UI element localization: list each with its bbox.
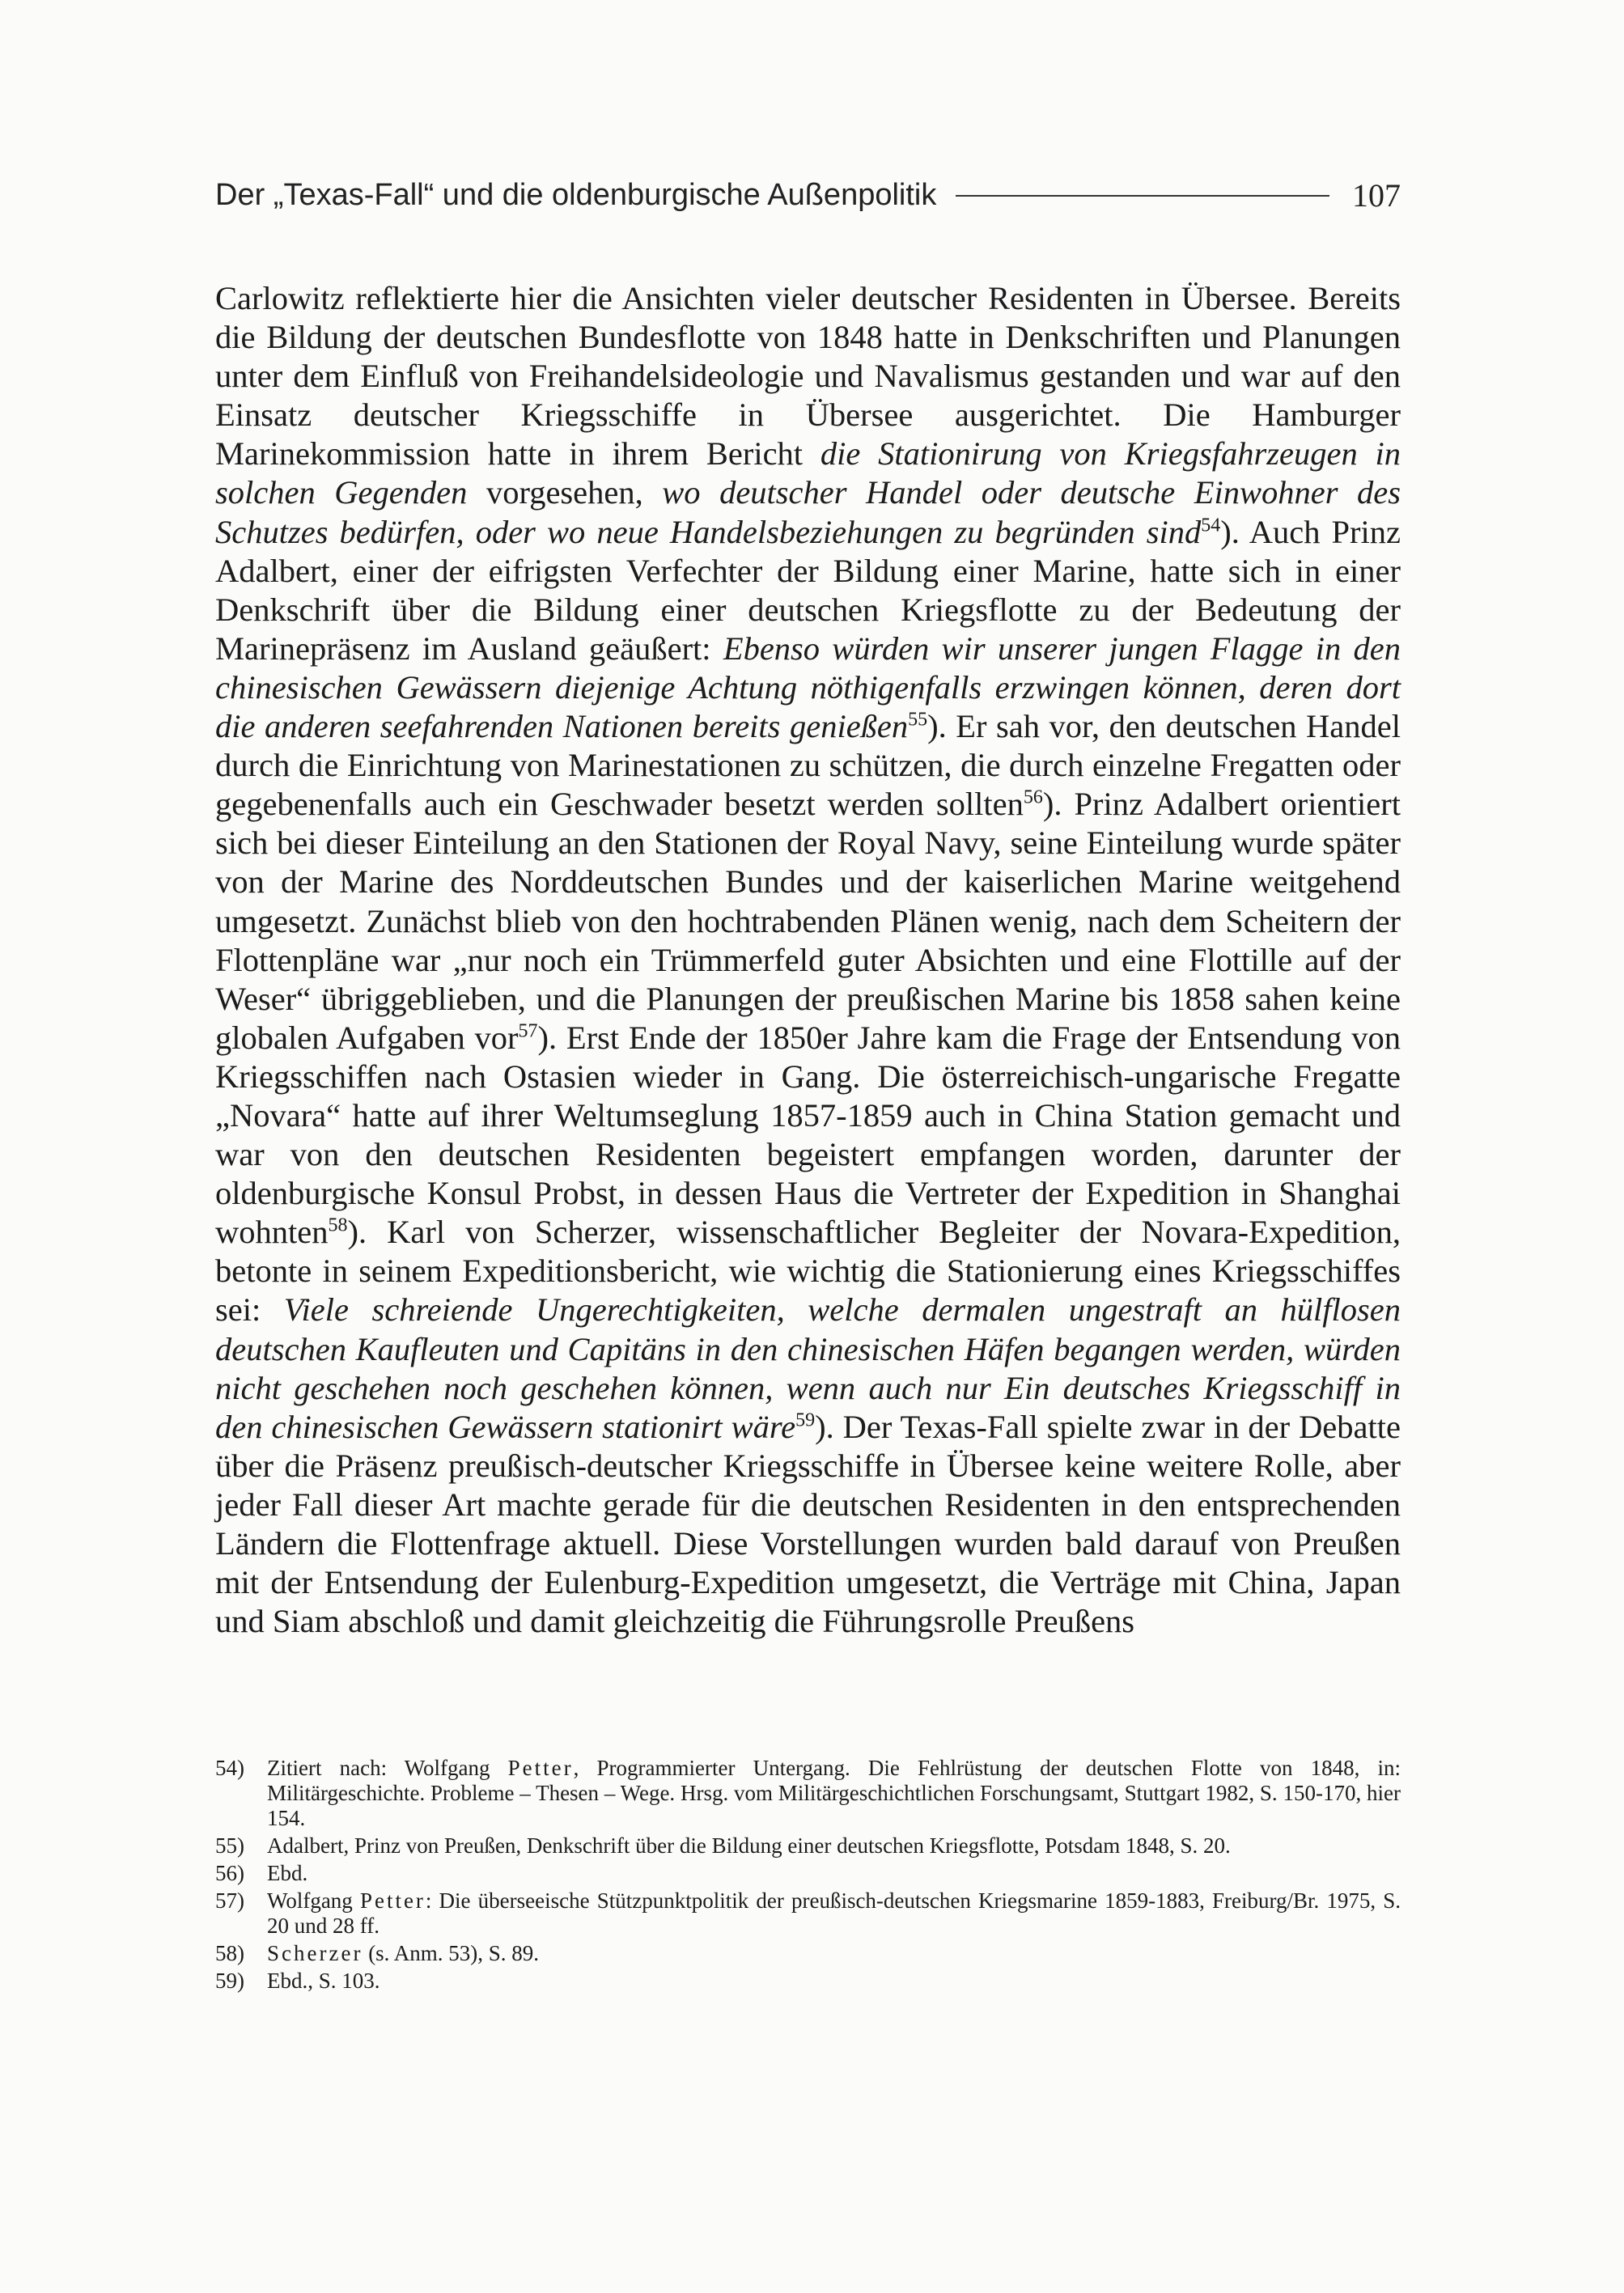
footnote xyxy=(215,1833,1401,1859)
text-run: ). Auch Prinz Adalbert, einer der eifrigsten Verfechter der Bildung einer Marine, hatte sich in einer Denkschrift über die Bildung einer deutschen Kriegsflotte zu der Bedeutung der Marinepräsenz im Ausland geäußert: xyxy=(215,513,1401,667)
footnote-number: 55) xyxy=(215,1833,244,1858)
text-run: , Programmierter Untergang. Die Fehlrüstung der deutschen Flotte von 1848, in: Militärgeschichte. Probleme – Thesen – Wege. Hrsg. vom Militärgeschichtlichen Forschungsamt, Stuttgart 1982, S. 150-170, hier 154. xyxy=(267,1756,1401,1830)
footnote-text xyxy=(267,1861,1401,1886)
footnote-ref: 57 xyxy=(518,1020,538,1042)
running-title: Der „Texas-Fall“ und die oldenburgische Außenpolitik xyxy=(215,178,937,212)
running-header xyxy=(215,176,1401,214)
author-name: Scherzer xyxy=(267,1941,363,1965)
footnote xyxy=(215,1941,1401,1966)
footnote-text xyxy=(267,1756,1401,1831)
author-name: Petter xyxy=(359,1888,426,1913)
footnote-text xyxy=(267,1833,1401,1859)
footnote-ref: 59 xyxy=(795,1409,816,1431)
footnote xyxy=(215,1861,1401,1886)
text-run: Wolfgang xyxy=(267,1888,360,1913)
text-run: ). Prinz Adalbert orientiert sich bei dieser Einteilung an den Stationen der Royal Navy, seine Einteilung wurde später von der Marine des Norddeutschen Bundes und der kaiserlichen Marine weitgehend umgesetzt. Zunächst blieb von den hochtrabenden Plänen wenig, nach dem Scheitern der Flottenpläne war „nur noch ein Trümmerfeld guter Absichten und eine Flottille auf der Weser“ übriggeblieben, und die Planungen der preußischen Marine bis 1858 sahen keine globalen Aufgaben vor xyxy=(215,786,1401,1056)
footnote-text xyxy=(267,1941,1401,1966)
page-number: 107 xyxy=(1352,177,1401,214)
footnote-number: 56) xyxy=(215,1861,244,1885)
footnote-ref: 56 xyxy=(1023,786,1043,808)
text-run: Ebd., S. 103. xyxy=(267,1969,380,1993)
italic-quote: die Stationirung von Kriegsfahrzeugen in solchen Gegenden xyxy=(215,435,1401,511)
text-run: Ebd. xyxy=(267,1861,308,1885)
text-run: Adalbert, Prinz von Preußen, Denkschrift über die Bildung einer deutschen Kriegsflotte, Potsdam 1848, S. 20. xyxy=(267,1833,1231,1858)
text-run: ). Der Texas-Fall spielte zwar in der Debatte über die Präsenz preußisch-deutscher Kriegsschiffe in Übersee keine weitere Rolle, aber jeder Fall dieser Art machte gerade für die deutschen Residenten in den entsprechenden Ländern die Flottenfrage aktuell. Diese Vorstellungen wurden bald darauf von Preußen mit der Entsendung der Eulenburg-Expedition umgesetzt, die Verträge mit China, Japan und Siam abschloß und damit gleichzeitig die Führungsrolle Preußens xyxy=(215,1408,1401,1640)
footnote-ref: 55 xyxy=(908,709,928,731)
footnote-ref: 58 xyxy=(328,1214,348,1236)
text-run: (s. Anm. 53), S. 89. xyxy=(363,1941,539,1965)
italic-quote: Viele schreiende Ungerechtigkeiten, welche dermalen ungestraft an hülflosen deutschen Kaufleuten und Capitäns in den chinesischen Häfen begangen werden, würden nicht geschehen noch geschehen können, wenn auch nur Ein deutsches Kriegsschiff in den chinesischen Gewässern stationirt wäre xyxy=(215,1291,1401,1445)
footnote xyxy=(215,1756,1401,1831)
footnote xyxy=(215,1888,1401,1939)
footnote-text xyxy=(267,1888,1401,1939)
main-text xyxy=(215,279,1401,1641)
text-run: vorgesehen, xyxy=(467,474,663,511)
footnote-ref: 54 xyxy=(1201,515,1221,536)
text-run: ). Er sah vor, den deutschen Handel durch die Einrichtung von Marinestationen zu schützen, die durch einzelne Fregatten oder gegebenenfalls auch ein Geschwader besetzt werden sollten xyxy=(215,708,1401,823)
text-run: ). Karl von Scherzer, wissenschaftlicher Begleiter der Novara-Expedition, betonte in seinem Expeditionsbericht, wie wichtig die Stationierung eines Kriegsschiffes sei: xyxy=(215,1214,1401,1329)
footnote-number: 57) xyxy=(215,1888,244,1913)
text-run: ). Erst Ende der 1850er Jahre kam die Frage der Entsendung von Kriegsschiffen nach Ostasien wieder in Gang. Die österreichisch-ungarische Fregatte „Novara“ hatte auf ihrer Weltumseglung 1857-1859 auch in China Station gemacht und war von den deutschen Residenten begeistert empfangen worden, darunter der oldenburgische Konsul Probst, in dessen Haus die Vertreter der Expedition in Shanghai wohnten xyxy=(215,1019,1401,1251)
header-rule xyxy=(956,195,1329,197)
footnote-text xyxy=(267,1969,1401,1994)
italic-quote: Ebenso würden wir unserer jungen Flagge in den chinesischen Gewässern diejenige Achtung nöthigenfalls erzwingen können, deren dort die anderen seefahrenden Nationen bereits genießen xyxy=(215,629,1401,745)
text-run: : Die überseeische Stützpunktpolitik der preußisch-deutschen Kriegsmarine 1859-1883, Freiburg/Br. 1975, S. 20 und 28 ff. xyxy=(267,1888,1401,1938)
footnote-number: 58) xyxy=(215,1941,244,1965)
author-name: Petter xyxy=(507,1756,574,1780)
text-run: Zitiert nach: Wolfgang xyxy=(267,1756,508,1780)
footnote xyxy=(215,1969,1401,1994)
paragraph xyxy=(215,279,1401,1641)
text-run: Carlowitz reflektierte hier die Ansichten vieler deutscher Residenten in Übersee. Bereits die Bildung der deutschen Bundesflotte von 1848 hatte in Denkschriften und Planungen unter dem Einfluß von Freihandelsideologie und Navalismus gestanden und war auf den Einsatz deutscher Kriegsschiffe in Übersee ausgerichtet. Die Hamburger Marinekommission hatte in ihrem Bericht xyxy=(215,280,1401,473)
italic-quote: wo deutscher Handel oder deutsche Einwohner des Schutzes bedürfen, oder wo neue Handelsbeziehungen zu begründen sind xyxy=(215,474,1401,550)
footnote-number: 54) xyxy=(215,1756,244,1780)
footnote-number: 59) xyxy=(215,1969,244,1993)
footnotes xyxy=(215,1756,1401,1996)
